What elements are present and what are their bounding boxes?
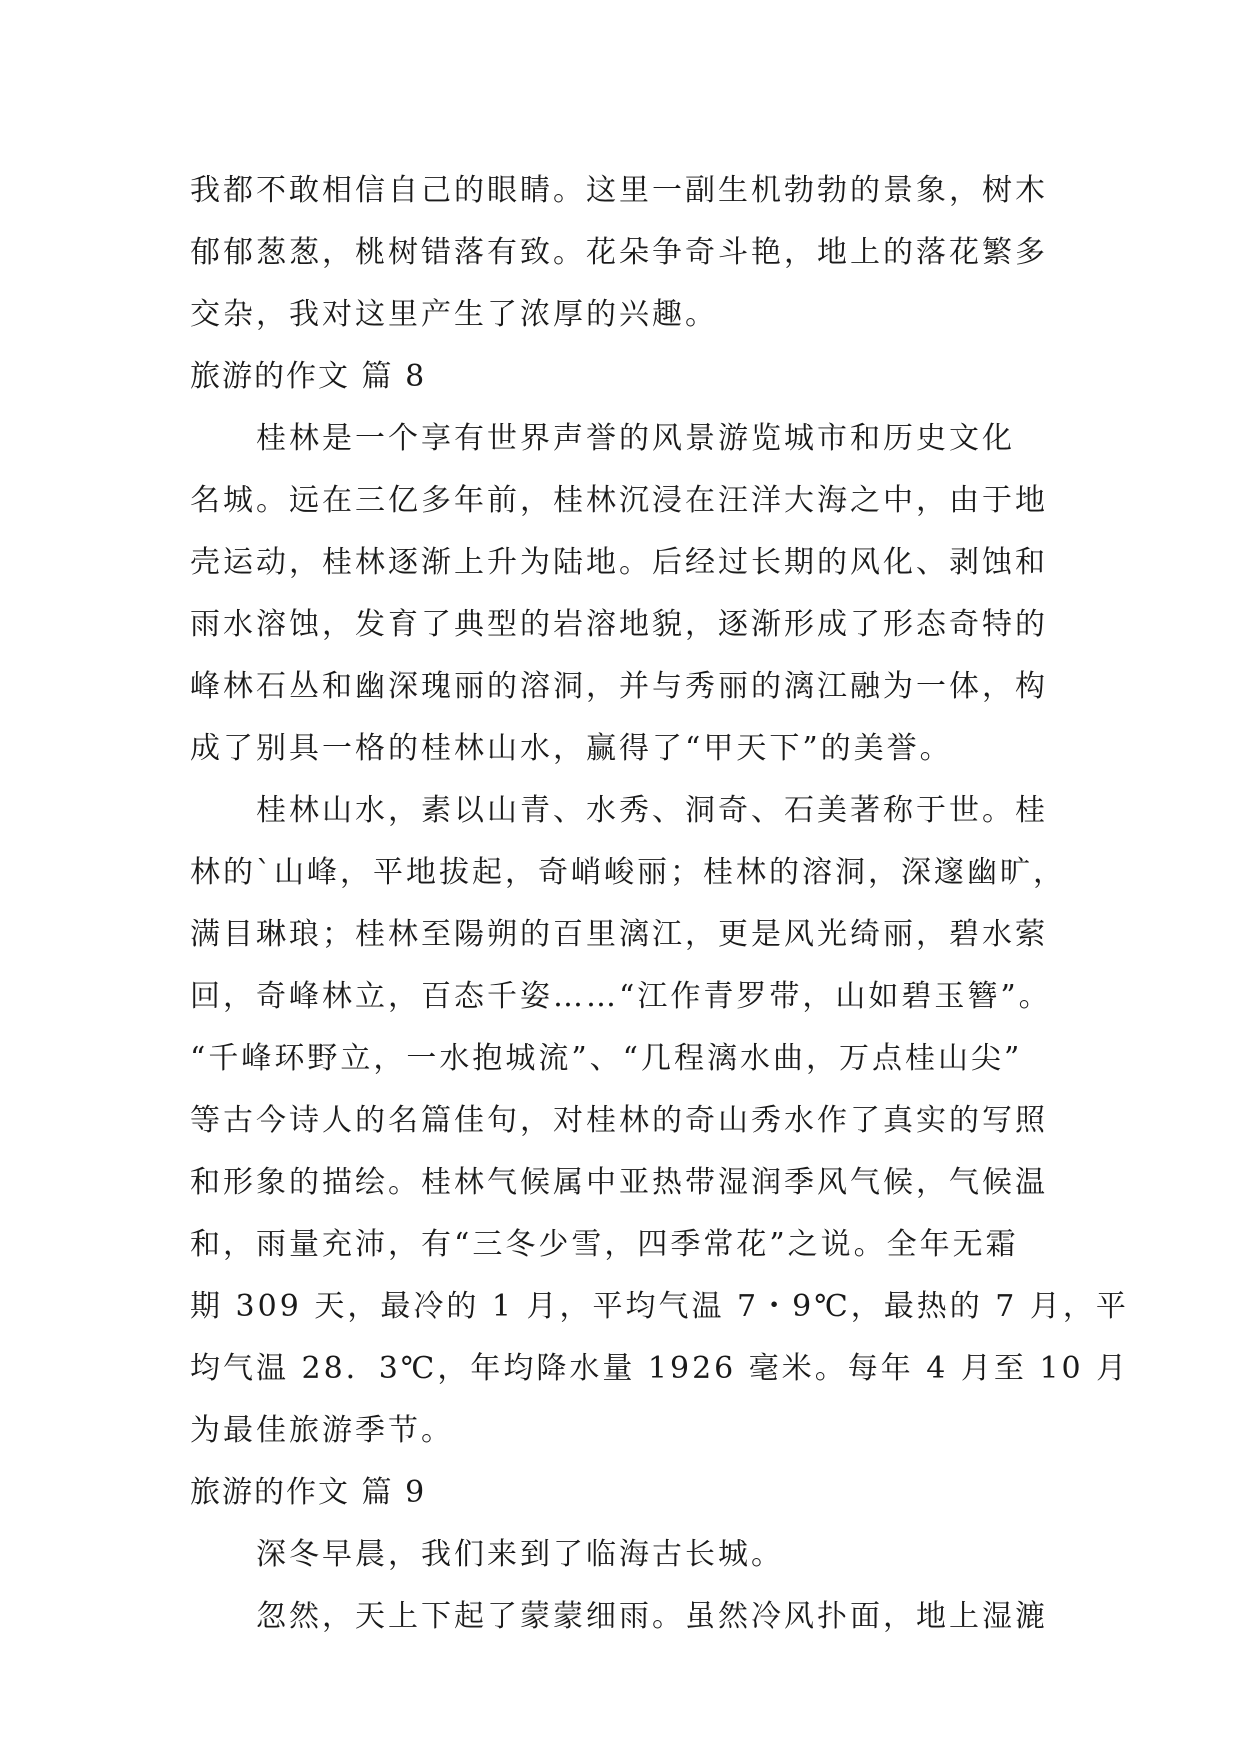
text-line: 桂林是一个享有世界声誉的风景游览城市和历史文化 bbox=[256, 421, 1015, 456]
text-line: 林的`山峰，平地拔起，奇峭峻丽；桂林的溶洞，深邃幽旷， bbox=[190, 855, 1066, 890]
text-line: 桂林山水，素以山青、水秀、洞奇、石美著称于世。桂 bbox=[256, 793, 1048, 828]
text-line: “千峰环野立，一水抱城流”、“几程漓水曲，万点桂山尖” bbox=[190, 1041, 1023, 1076]
text-line: 均气温 28．3℃，年均降水量 1926 毫米。每年 4 月至 10 月 bbox=[190, 1351, 1130, 1386]
text-line: 壳运动，桂林逐渐上升为陆地。后经过长期的风化、剥蚀和 bbox=[190, 545, 1048, 580]
text-line: 郁郁葱葱，桃树错落有致。花朵争奇斗艳，地上的落花繁多 bbox=[190, 235, 1048, 270]
text-line: 交杂，我对这里产生了浓厚的兴趣。 bbox=[190, 297, 718, 332]
text-line: 和，雨量充沛，有“三冬少雪，四季常花”之说。全年无霜 bbox=[190, 1227, 1019, 1262]
text-column bbox=[190, 160, 1130, 1648]
text-line: 我都不敢相信自己的眼睛。这里一副生机勃勃的景象，树木 bbox=[190, 173, 1048, 208]
text-line: 名城。远在三亿多年前，桂林沉浸在汪洋大海之中，由于地 bbox=[190, 483, 1048, 518]
text-line: 等古今诗人的名篇佳句，对桂林的奇山秀水作了真实的写照 bbox=[190, 1103, 1048, 1138]
text-line: 忽然，天上下起了蒙蒙细雨。虽然冷风扑面，地上湿漉 bbox=[256, 1599, 1048, 1634]
text-line: 为最佳旅游季节。 bbox=[190, 1413, 454, 1448]
text-line: 和形象的描绘。桂林气候属中亚热带湿润季风气候，气候温 bbox=[190, 1165, 1048, 1200]
text-line: 期 309 天，最冷的 1 月，平均气温 7・9℃，最热的 7 月，平 bbox=[190, 1289, 1129, 1324]
text-line: 回，奇峰林立，百态千姿……“江作青罗带，山如碧玉簪”。 bbox=[190, 979, 1052, 1014]
text-line: 深冬早晨，我们来到了临海古长城。 bbox=[256, 1537, 784, 1572]
text-line: 峰林石丛和幽深瑰丽的溶洞，并与秀丽的漓江融为一体，构 bbox=[190, 669, 1048, 704]
text-line: 雨水溶蚀，发育了典型的岩溶地貌，逐渐形成了形态奇特的 bbox=[190, 607, 1048, 642]
text-line: 满目琳琅；桂林至陽朔的百里漓江，更是风光绮丽，碧水萦 bbox=[190, 917, 1048, 952]
section-heading: 旅游的作文 篇 8 bbox=[190, 359, 427, 394]
section-heading: 旅游的作文 篇 9 bbox=[190, 1475, 427, 1510]
text-line: 成了别具一格的桂林山水，赢得了“甲天下”的美誉。 bbox=[190, 731, 953, 766]
